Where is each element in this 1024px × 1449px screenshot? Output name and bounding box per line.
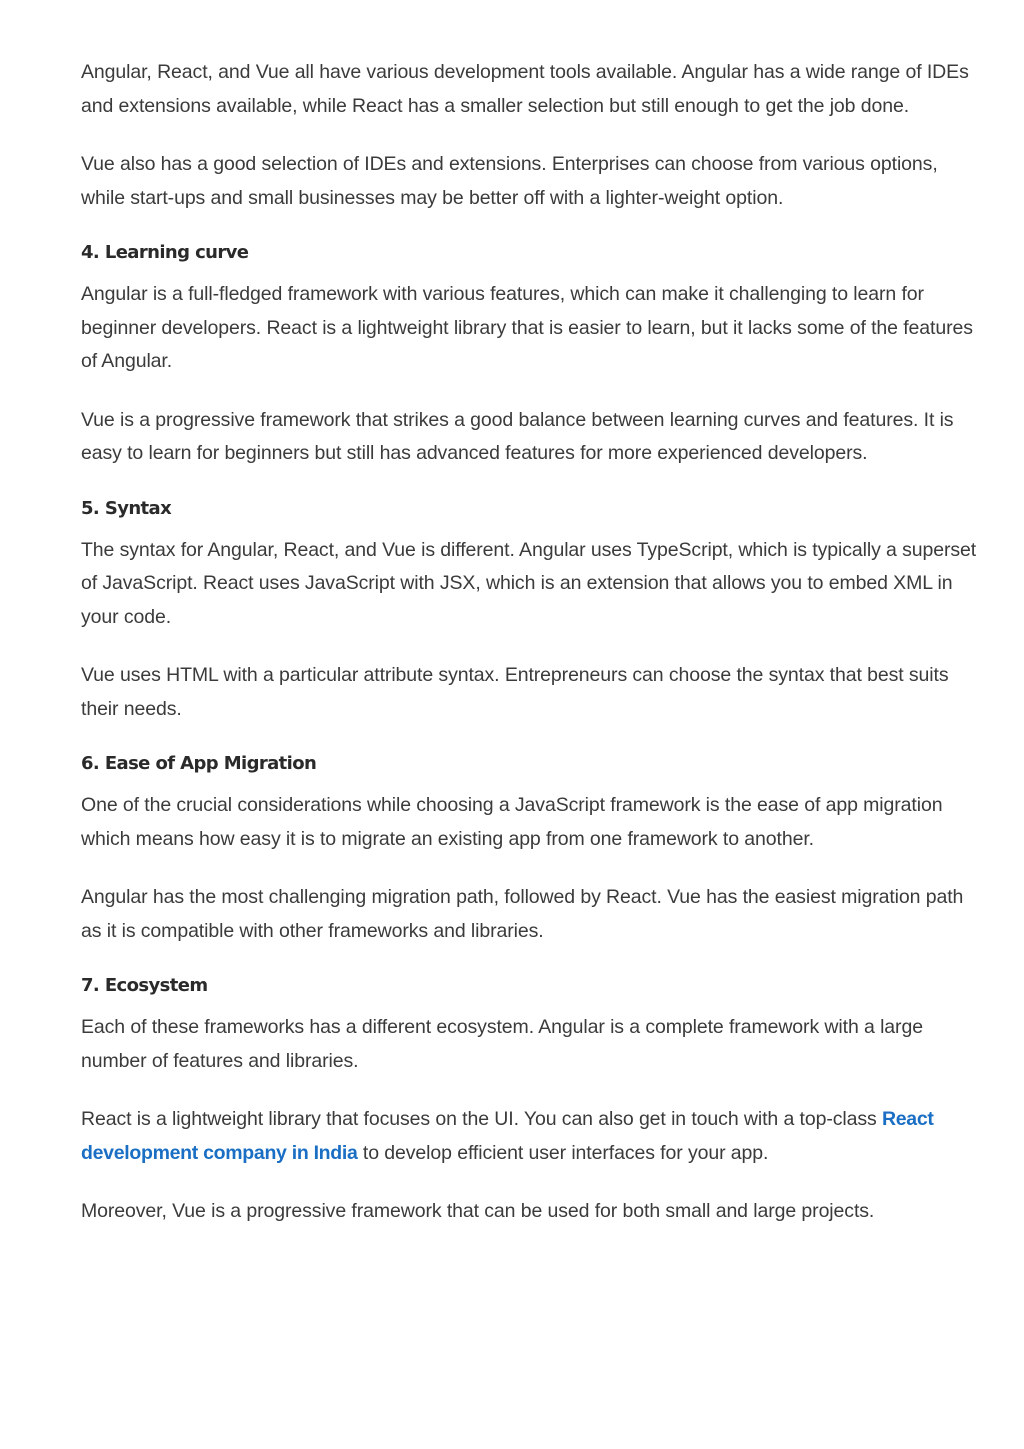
section-learning-curve xyxy=(81,240,981,471)
section-ecosystem xyxy=(81,973,981,1229)
ecosystem-paragraph-2-text-after: to develop efficient user interfaces for your app. xyxy=(357,1141,769,1164)
ecosystem-paragraph-2 xyxy=(81,1103,981,1170)
intro-paragraph-1: Angular, React, and Vue all have various development tools available. Angular has a wide range of IDEs and extensions available, while React has a smaller selection but still enough to get the job done. xyxy=(81,61,969,117)
learning-curve-paragraph-2: Vue is a progressive framework that strikes a good balance between learning curves and features. It is easy to learn for beginners but still has advanced features for more experienced developers. xyxy=(81,408,954,464)
app-migration-paragraph-2: Angular has the most challenging migration path, followed by React. Vue has the easiest migration path as it is compatible with other frameworks and libraries. xyxy=(81,886,964,942)
learning-curve-paragraph-1: Angular is a full-fledged framework with various features, which can make it challenging to learn for beginner developers. React is a lightweight library that is easier to learn, but it lacks some of the features of Angular. xyxy=(81,283,973,372)
intro-paragraph-2: Vue also has a good selection of IDEs and extensions. Enterprises can choose from various options, while start-ups and small businesses may be better off with a lighter-weight option. xyxy=(81,153,938,209)
article-body xyxy=(81,56,981,1254)
section-app-migration xyxy=(81,751,981,948)
section-heading-syntax: 5. Syntax xyxy=(81,497,172,519)
ecosystem-paragraph-3: Moreover, Vue is a progressive framework that can be used for both small and large projects. xyxy=(81,1200,875,1222)
app-migration-paragraph-1: One of the crucial considerations while choosing a JavaScript framework is the ease of app migration which means how easy it is to migrate an existing app from one framework to another. xyxy=(81,794,943,850)
react-development-company-link[interactable]: React development company in India xyxy=(81,1108,934,1164)
syntax-paragraph-2: Vue uses HTML with a particular attribute syntax. Entrepreneurs can choose the syntax that best suits their needs. xyxy=(81,664,949,720)
syntax-paragraph-1: The syntax for Angular, React, and Vue is different. Angular uses TypeScript, which is typically a superset of JavaScript. React uses JavaScript with JSX, which is an extension that allows you to embed XML in your code. xyxy=(81,538,977,628)
section-heading-ecosystem: 7. Ecosystem xyxy=(81,975,208,996)
ecosystem-paragraph-1: Each of these frameworks has a different ecosystem. Angular is a complete framework with a large number of features and libraries. xyxy=(81,1016,923,1072)
section-heading-app-migration: 6. Ease of App Migration xyxy=(81,753,317,774)
section-heading-learning-curve: 4. Learning curve xyxy=(81,242,249,263)
ecosystem-paragraph-2-text-before: React is a lightweight library that focuses on the UI. You can also get in touch with a top-class xyxy=(81,1108,882,1130)
section-syntax xyxy=(81,496,981,727)
